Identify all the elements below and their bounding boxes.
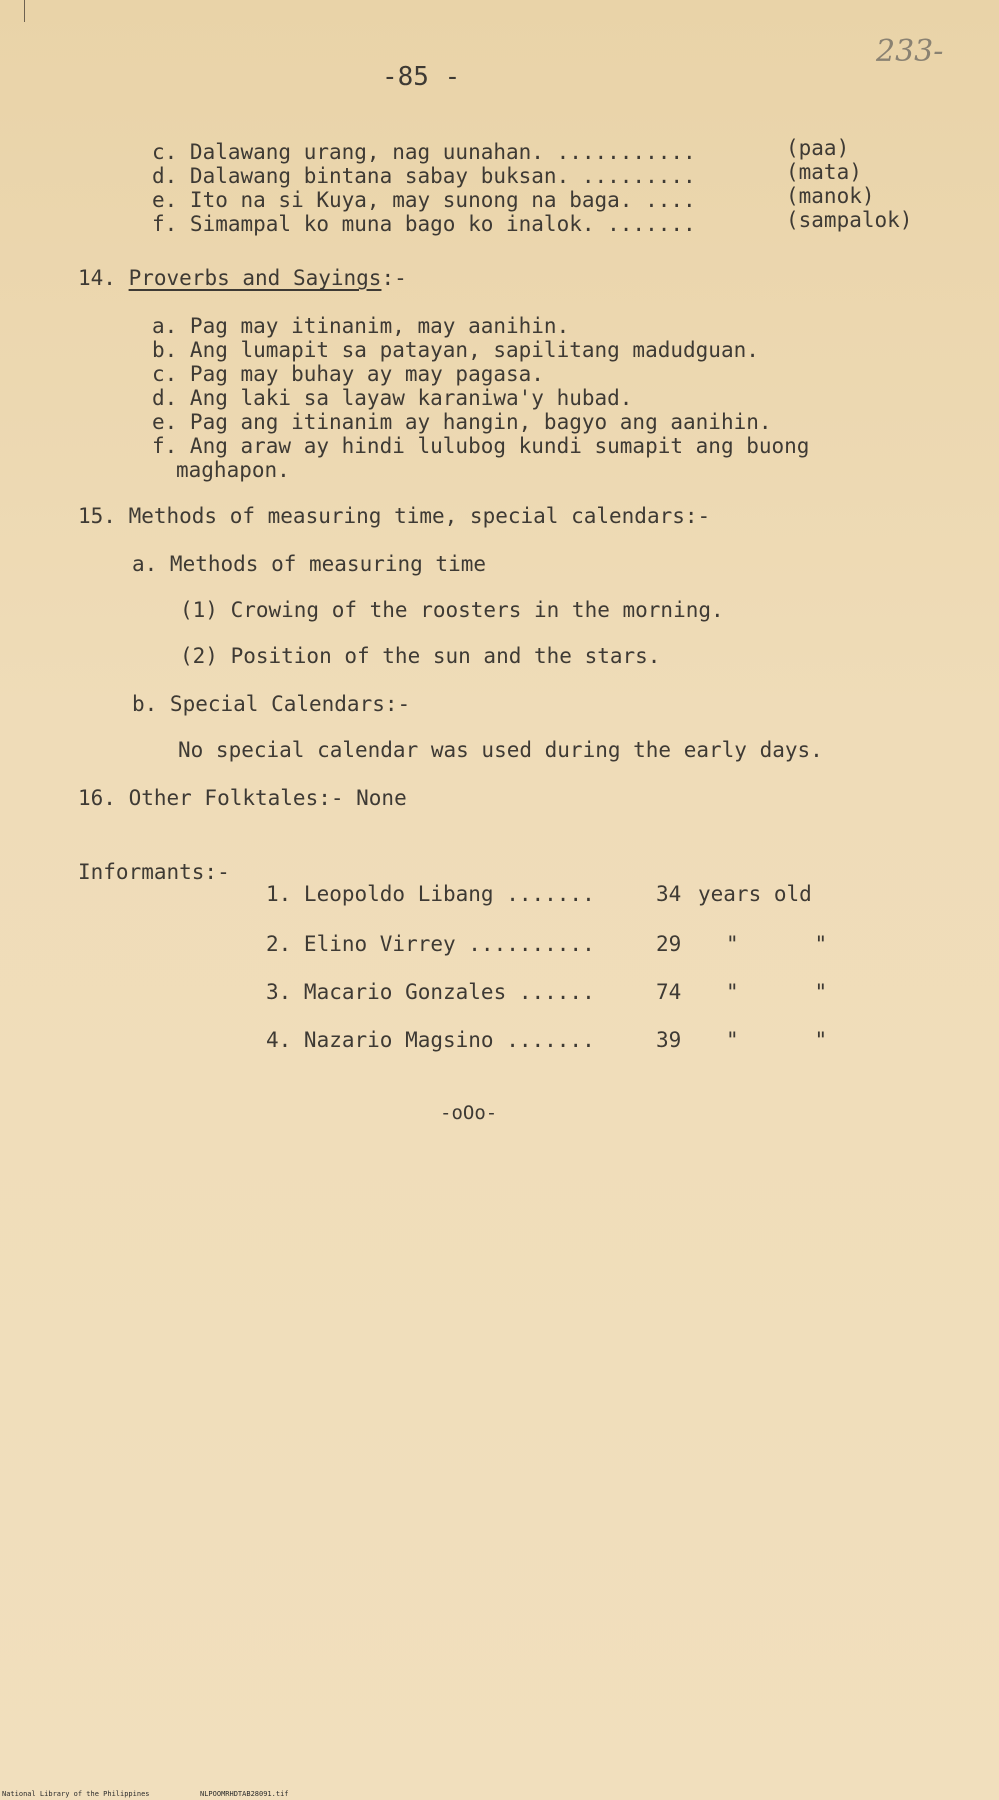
informant-1-entry: 1. Leopoldo Libang .......: [266, 882, 595, 906]
riddle-c: c. Dalawang urang, nag uunahan. ...........: [152, 140, 696, 164]
riddle-f-answer: (sampalok): [786, 208, 913, 232]
closing-mark: -oOo-: [440, 1102, 498, 1124]
informant-2-unit: " ": [726, 932, 828, 956]
handwritten-page-number: 233-: [876, 34, 944, 69]
informant-2-age: 29: [656, 932, 682, 956]
proverb-a: a. Pag may itinanim, may aanihin.: [152, 314, 570, 338]
informant-1-age: 34: [656, 882, 682, 906]
riddle-e: e. Ito na si Kuya, may sunong na baga. ....: [152, 188, 696, 212]
riddle-c-answer: (paa): [786, 136, 850, 160]
informant-3-entry: 3. Macario Gonzales ......: [266, 980, 595, 1004]
page-edge-mark: [24, 0, 25, 22]
section-16-heading: 16. Other Folktales:- None: [78, 786, 407, 810]
footer-filename: NLPOOMRHDTAB28091.tif: [200, 1790, 289, 1798]
method-1: (1) Crowing of the roosters in the morning.: [180, 598, 724, 622]
riddle-d-answer: (mata): [786, 160, 862, 184]
proverb-e: e. Pag ang itinanim ay hangin, bagyo ang aanihin.: [152, 410, 772, 434]
section-15-sub-a: a. Methods of measuring time: [132, 552, 487, 576]
informants-label: Informants:-: [78, 860, 230, 884]
proverb-c: c. Pag may buhay ay may pagasa.: [152, 362, 544, 386]
riddle-e-answer: (manok): [786, 184, 875, 208]
proverb-b: b. Ang lumapit sa patayan, sapilitang madudguan.: [152, 338, 759, 362]
informant-4-unit: " ": [726, 1028, 828, 1052]
page-number: -85 -: [382, 62, 461, 92]
section-14-heading: [78, 268, 407, 289]
section-15-heading: 15. Methods of measuring time, special calendars:-: [78, 504, 711, 528]
section-14-number: 14.: [78, 266, 116, 290]
section-14-suffix: :-: [381, 266, 407, 290]
calendar-note: No special calendar was used during the early days.: [178, 738, 823, 762]
riddle-f: f. Simampal ko muna bago ko inalok. .......: [152, 212, 696, 236]
footer-library: National Library of the Philippines: [2, 1790, 150, 1798]
section-15-sub-b: b. Special Calendars:-: [132, 692, 411, 716]
proverb-f-continued: maghapon.: [176, 458, 290, 482]
riddle-d: d. Dalawang bintana sabay buksan. .........: [152, 164, 696, 188]
informant-1-unit: years old: [698, 882, 812, 906]
informant-3-age: 74: [656, 980, 682, 1004]
proverb-d: d. Ang laki sa layaw karaniwa'y hubad.: [152, 386, 633, 410]
proverb-f: f. Ang araw ay hindi lulubog kundi sumapit ang buong: [152, 434, 810, 458]
informant-3-unit: " ": [726, 980, 828, 1004]
informant-2-entry: 2. Elino Virrey ..........: [266, 932, 595, 956]
method-2: (2) Position of the sun and the stars.: [180, 644, 661, 668]
informant-4-age: 39: [656, 1028, 682, 1052]
section-14-title: Proverbs and Sayings: [128, 266, 382, 290]
informant-4-entry: 4. Nazario Magsino .......: [266, 1028, 595, 1052]
